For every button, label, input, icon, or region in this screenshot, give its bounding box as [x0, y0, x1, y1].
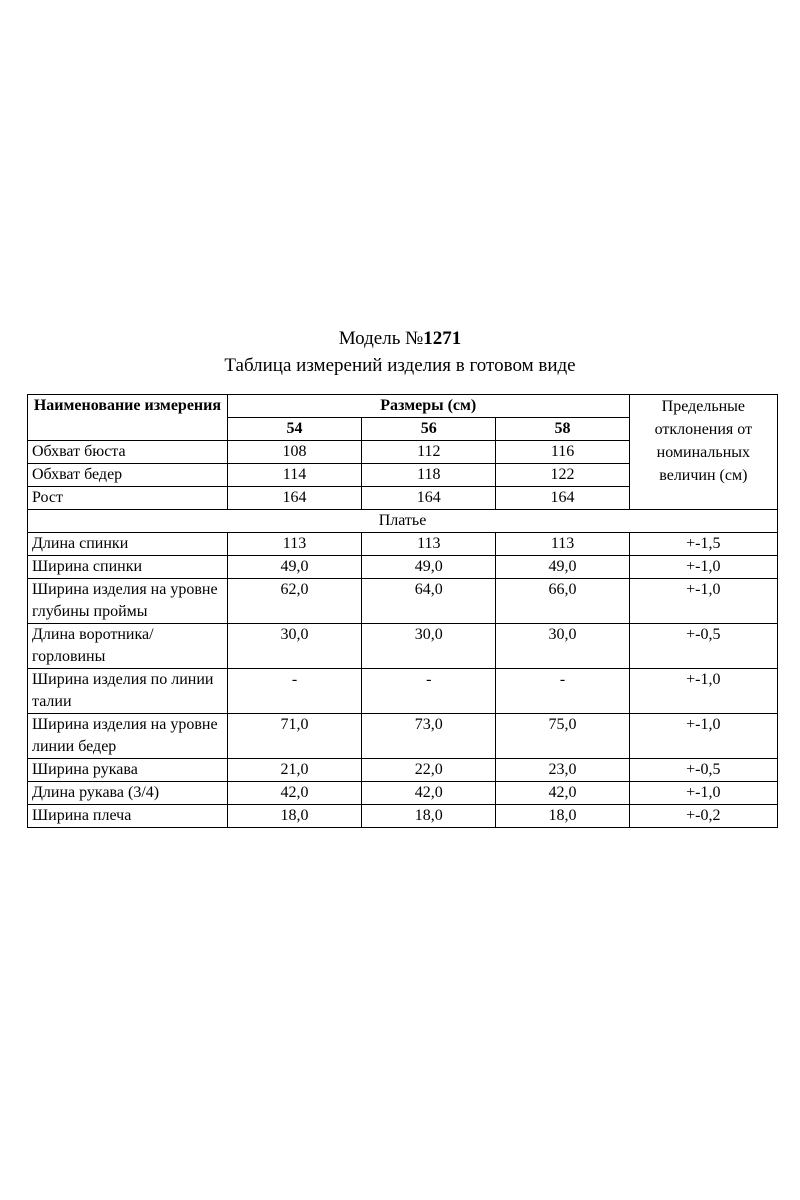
- row-value: 30,0: [362, 624, 496, 669]
- header-sizes: Размеры (см): [227, 395, 629, 418]
- row-value: 113: [362, 533, 496, 556]
- row-value: 114: [227, 464, 361, 487]
- table-row: [28, 782, 778, 805]
- row-name: Длина воротника/горловины: [28, 624, 228, 669]
- row-name: Обхват бюста: [28, 441, 228, 464]
- table-row: [28, 624, 778, 669]
- row-name: Ширина спинки: [28, 556, 228, 579]
- row-value: 30,0: [496, 624, 629, 669]
- table-subtitle: Таблица измерений изделия в готовом виде: [224, 355, 576, 376]
- model-number: 1271: [423, 328, 462, 349]
- row-tolerance: +-0,5: [629, 759, 777, 782]
- row-value: 23,0: [496, 759, 629, 782]
- table-row: [28, 669, 778, 714]
- row-tolerance: +-1,5: [629, 533, 777, 556]
- row-tolerance: +-1,0: [629, 579, 777, 624]
- row-value: 108: [227, 441, 361, 464]
- row-name: Обхват бедер: [28, 464, 228, 487]
- row-value: 49,0: [362, 556, 496, 579]
- row-tolerance: +-0,5: [629, 624, 777, 669]
- row-value: 64,0: [362, 579, 496, 624]
- row-value: 164: [227, 487, 361, 510]
- row-value: 49,0: [496, 556, 629, 579]
- model-prefix: Модель №: [338, 328, 424, 349]
- row-value: -: [362, 669, 496, 714]
- row-value: 18,0: [227, 805, 361, 828]
- table-row: [28, 579, 778, 624]
- row-value: 42,0: [496, 782, 629, 805]
- header-name: Наименование измерения: [28, 395, 228, 441]
- row-name: Ширина изделия по линии талии: [28, 669, 228, 714]
- measurements-table: [27, 394, 778, 828]
- row-value: 164: [496, 487, 629, 510]
- row-value: 122: [496, 464, 629, 487]
- row-name: Ширина плеча: [28, 805, 228, 828]
- row-value: 164: [362, 487, 496, 510]
- row-value: 21,0: [227, 759, 361, 782]
- table-row: [28, 759, 778, 782]
- row-value: 118: [362, 464, 496, 487]
- row-value: 113: [496, 533, 629, 556]
- row-value: 113: [227, 533, 361, 556]
- section-row: [28, 510, 778, 533]
- row-value: 116: [496, 441, 629, 464]
- header-tolerance: Предельные отклонения от номинальных величин (см): [629, 395, 777, 510]
- row-name: Ширина изделия на уровне глубины проймы: [28, 579, 228, 624]
- table-row: [28, 714, 778, 759]
- table-row: [28, 533, 778, 556]
- row-value: 62,0: [227, 579, 361, 624]
- document-title: [0, 325, 800, 379]
- row-value: 18,0: [496, 805, 629, 828]
- row-value: 42,0: [362, 782, 496, 805]
- model-title: [0, 325, 800, 352]
- row-tolerance: +-0,2: [629, 805, 777, 828]
- row-tolerance: +-1,0: [629, 669, 777, 714]
- row-name: Ширина рукава: [28, 759, 228, 782]
- row-value: 49,0: [227, 556, 361, 579]
- row-tolerance: +-1,0: [629, 782, 777, 805]
- row-value: 18,0: [362, 805, 496, 828]
- row-tolerance: +-1,0: [629, 714, 777, 759]
- row-tolerance: +-1,0: [629, 556, 777, 579]
- row-value: 42,0: [227, 782, 361, 805]
- row-name: Рост: [28, 487, 228, 510]
- row-value: 112: [362, 441, 496, 464]
- row-name: Ширина изделия на уровне линии бедер: [28, 714, 228, 759]
- row-name: Длина рукава (3/4): [28, 782, 228, 805]
- table-row: [28, 556, 778, 579]
- section-title: Платье: [28, 510, 778, 533]
- header-size: 58: [496, 418, 629, 441]
- row-value: 73,0: [362, 714, 496, 759]
- header-row-1: [28, 395, 778, 418]
- header-size: 56: [362, 418, 496, 441]
- row-value: -: [227, 669, 361, 714]
- row-value: -: [496, 669, 629, 714]
- row-value: 30,0: [227, 624, 361, 669]
- table-row: [28, 805, 778, 828]
- header-size: 54: [227, 418, 361, 441]
- row-name: Длина спинки: [28, 533, 228, 556]
- row-value: 75,0: [496, 714, 629, 759]
- row-value: 22,0: [362, 759, 496, 782]
- row-value: 71,0: [227, 714, 361, 759]
- row-value: 66,0: [496, 579, 629, 624]
